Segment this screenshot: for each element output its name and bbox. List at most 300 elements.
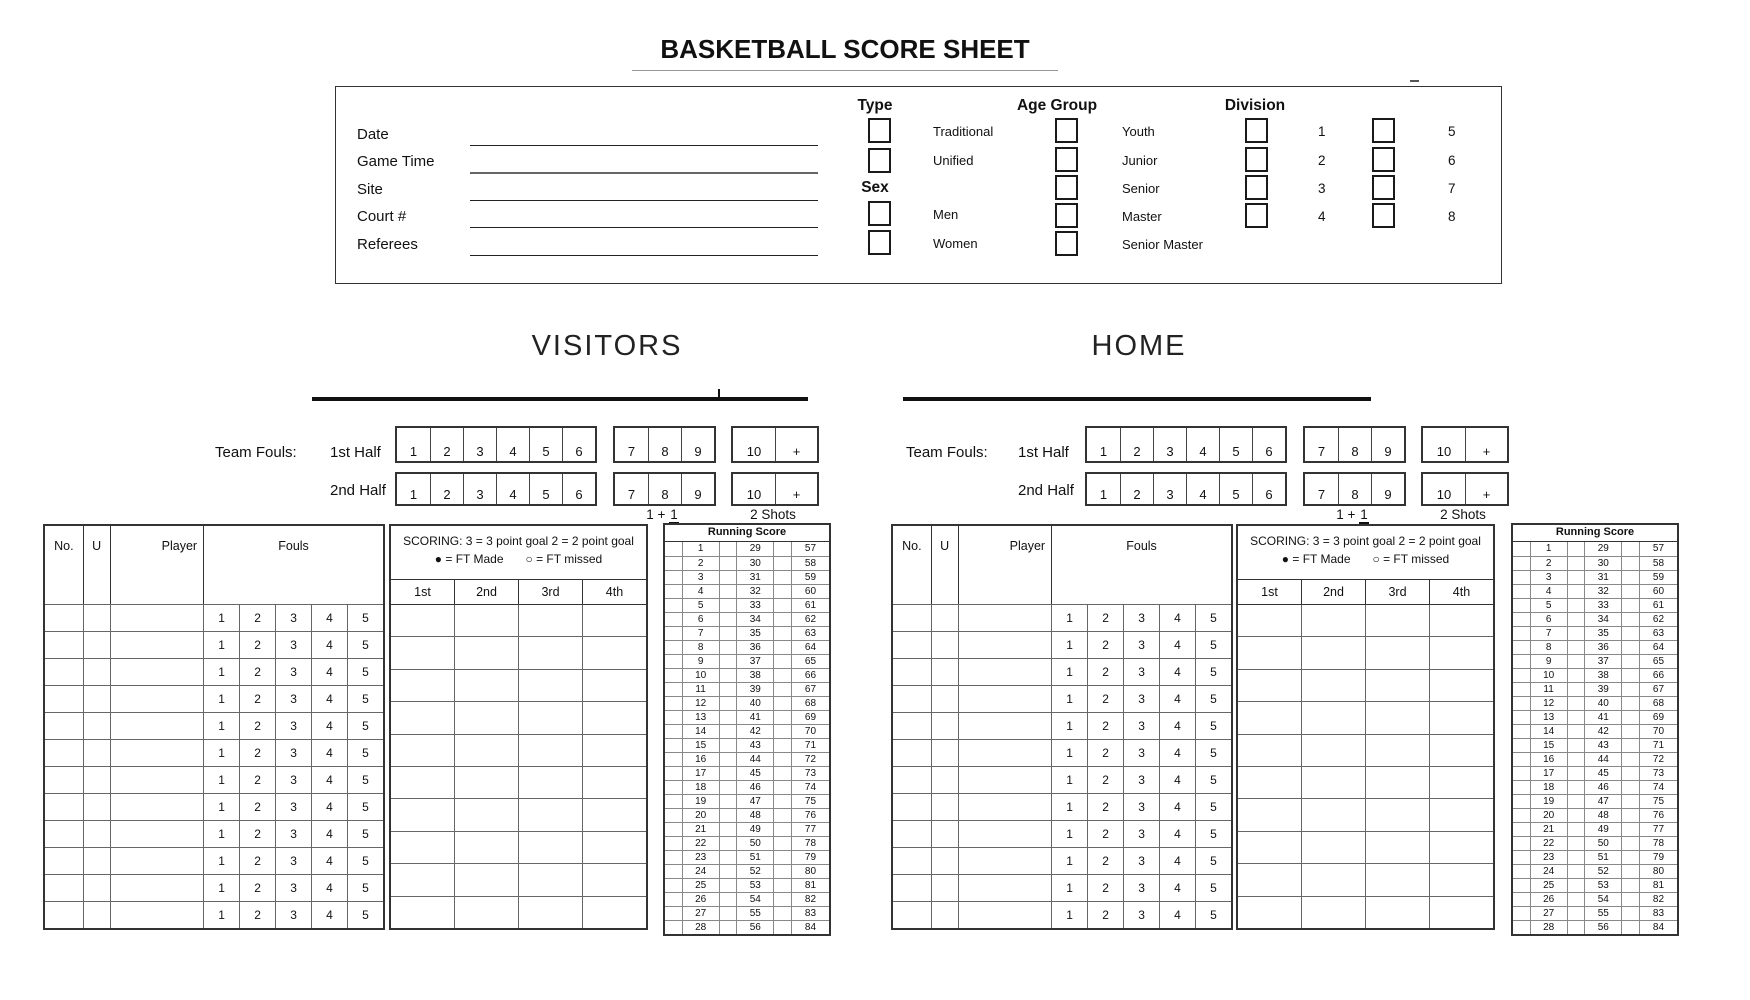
visitors-team-foul-cell-1st-half-7[interactable]: 7 xyxy=(627,444,636,459)
running-number-cell[interactable]: 40 xyxy=(1585,697,1622,710)
running-mark-cell[interactable] xyxy=(1568,907,1586,920)
scoring-cell-2nd[interactable] xyxy=(1301,735,1365,766)
player-u-cell[interactable] xyxy=(84,605,111,631)
running-mark-cell[interactable] xyxy=(1622,669,1640,682)
running-number-cell[interactable]: 31 xyxy=(1585,571,1622,584)
scoring-cell-1st[interactable] xyxy=(391,735,454,766)
foul-cell-2[interactable]: 2 xyxy=(1087,848,1123,874)
running-mark-cell[interactable] xyxy=(720,823,738,836)
foul-cell-5[interactable]: 5 xyxy=(347,767,383,793)
running-number-cell[interactable]: 46 xyxy=(737,781,774,794)
scoring-cell-3rd[interactable] xyxy=(518,670,582,701)
scoring-cell-3rd[interactable] xyxy=(1365,864,1429,895)
running-mark-cell[interactable] xyxy=(665,809,683,822)
running-mark-cell[interactable] xyxy=(1622,627,1640,640)
visitors-team-foul-cell-2nd-half-4[interactable]: 4 xyxy=(496,474,529,504)
foul-cell-2[interactable]: 2 xyxy=(239,659,275,685)
foul-cell-5[interactable]: 5 xyxy=(347,902,383,928)
scoring-cell-3rd[interactable] xyxy=(1365,832,1429,863)
running-number-cell[interactable]: 68 xyxy=(1652,698,1665,709)
running-mark-cell[interactable] xyxy=(774,907,792,920)
foul-cell-3[interactable]: 3 xyxy=(275,848,311,874)
running-number-cell[interactable]: 15 xyxy=(683,739,720,752)
player-name-cell[interactable] xyxy=(111,632,204,658)
running-number-cell[interactable]: 80 xyxy=(804,866,817,877)
visitors-team-foul-cell-2nd-half-6[interactable]: 6 xyxy=(562,474,595,504)
foul-cell-5[interactable]: 5 xyxy=(1195,605,1231,631)
foul-cell-4[interactable]: 4 xyxy=(311,740,347,766)
running-mark-cell[interactable] xyxy=(1568,753,1586,766)
running-mark-cell[interactable] xyxy=(774,683,792,696)
running-mark-cell[interactable] xyxy=(774,697,792,710)
running-number-cell[interactable]: 22 xyxy=(1531,837,1568,850)
player-name-cell[interactable] xyxy=(111,794,204,820)
running-mark-cell[interactable] xyxy=(1568,851,1586,864)
foul-cell-5[interactable]: 5 xyxy=(1195,713,1231,739)
running-number-cell[interactable]: 19 xyxy=(1531,795,1568,808)
running-number-cell[interactable]: 41 xyxy=(1585,711,1622,724)
running-number-cell[interactable]: 67 xyxy=(804,684,817,695)
running-mark-cell[interactable] xyxy=(1622,739,1640,752)
running-number-cell[interactable]: 45 xyxy=(737,767,774,780)
running-mark-cell[interactable] xyxy=(774,781,792,794)
scoring-cell-2nd[interactable] xyxy=(1301,702,1365,733)
running-number-cell[interactable]: 11 xyxy=(1531,683,1568,696)
foul-cell-3[interactable]: 3 xyxy=(1123,686,1159,712)
scoring-cell-3rd[interactable] xyxy=(518,767,582,798)
player-name-cell[interactable] xyxy=(111,605,204,631)
running-number-cell[interactable]: 33 xyxy=(1585,599,1622,612)
running-mark-cell[interactable] xyxy=(1622,697,1640,710)
running-number-cell[interactable]: 3 xyxy=(683,571,720,584)
scoring-cell-2nd[interactable] xyxy=(1301,897,1365,928)
running-mark-cell[interactable] xyxy=(720,907,738,920)
running-mark-cell[interactable] xyxy=(665,571,683,584)
player-u-cell[interactable] xyxy=(932,713,959,739)
running-mark-cell[interactable] xyxy=(665,641,683,654)
running-number-cell[interactable]: 48 xyxy=(737,809,774,822)
running-number-cell[interactable]: 10 xyxy=(1531,669,1568,682)
player-name-cell[interactable] xyxy=(959,821,1052,847)
player-no-cell[interactable] xyxy=(45,767,84,793)
home-team-foul-cell-1st-half-1[interactable]: 1 xyxy=(1099,444,1108,459)
running-number-cell[interactable]: 75 xyxy=(1652,796,1665,807)
running-number-cell[interactable]: 3 xyxy=(1531,571,1568,584)
home-team-foul-cell-1st-half-10[interactable]: 10 xyxy=(1436,444,1452,459)
running-mark-cell[interactable] xyxy=(720,753,738,766)
foul-cell-1[interactable]: 1 xyxy=(1066,773,1073,787)
checkbox-division-7[interactable] xyxy=(1372,175,1395,200)
home-team-foul-cell-1st-half-7[interactable]: 7 xyxy=(1317,444,1326,459)
running-mark-cell[interactable] xyxy=(1568,542,1586,556)
running-mark-cell[interactable] xyxy=(1568,599,1586,612)
running-mark-cell[interactable] xyxy=(1513,865,1531,878)
foul-cell-3[interactable]: 3 xyxy=(275,821,311,847)
scoring-cell-3rd[interactable] xyxy=(518,637,582,668)
running-number-cell[interactable]: 38 xyxy=(1585,669,1622,682)
running-number-cell[interactable]: 42 xyxy=(1585,725,1622,738)
player-name-cell[interactable] xyxy=(959,902,1052,928)
running-mark-cell[interactable] xyxy=(1622,865,1640,878)
player-name-cell[interactable] xyxy=(959,659,1052,685)
scoring-cell-1st[interactable] xyxy=(1238,637,1301,668)
player-no-cell[interactable] xyxy=(45,902,84,928)
referees-input-line[interactable] xyxy=(470,236,818,256)
foul-cell-4[interactable]: 4 xyxy=(1159,875,1195,901)
running-number-cell[interactable]: 52 xyxy=(737,865,774,878)
home-team-foul-cell-1st-half-[interactable]: + xyxy=(1465,428,1507,461)
running-mark-cell[interactable] xyxy=(720,851,738,864)
visitors-team-foul-cell-1st-half-3[interactable]: 3 xyxy=(463,428,496,461)
scoring-cell-1st[interactable] xyxy=(391,605,454,636)
scoring-cell-1st[interactable] xyxy=(391,799,454,830)
running-mark-cell[interactable] xyxy=(1568,711,1586,724)
running-number-cell[interactable]: 64 xyxy=(804,642,817,653)
running-mark-cell[interactable] xyxy=(774,711,792,724)
running-number-cell[interactable]: 42 xyxy=(737,725,774,738)
running-number-cell[interactable]: 36 xyxy=(737,641,774,654)
running-number-cell[interactable]: 69 xyxy=(1652,712,1665,723)
running-number-cell[interactable]: 69 xyxy=(804,712,817,723)
running-number-cell[interactable]: 26 xyxy=(683,893,720,906)
running-mark-cell[interactable] xyxy=(720,711,738,724)
running-number-cell[interactable]: 1 xyxy=(683,542,720,556)
foul-cell-3[interactable]: 3 xyxy=(1123,632,1159,658)
running-number-cell[interactable]: 84 xyxy=(804,922,817,933)
foul-cell-1[interactable]: 1 xyxy=(218,746,225,760)
running-number-cell[interactable]: 74 xyxy=(1652,782,1665,793)
foul-cell-4[interactable]: 4 xyxy=(311,794,347,820)
running-number-cell[interactable]: 77 xyxy=(1652,824,1665,835)
foul-cell-3[interactable]: 3 xyxy=(1123,902,1159,928)
scoring-cell-3rd[interactable] xyxy=(518,832,582,863)
running-number-cell[interactable]: 76 xyxy=(804,810,817,821)
running-number-cell[interactable]: 74 xyxy=(804,782,817,793)
running-mark-cell[interactable] xyxy=(1622,851,1640,864)
running-number-cell[interactable]: 39 xyxy=(737,683,774,696)
visitors-team-foul-cell-2nd-half-1[interactable]: 1 xyxy=(409,487,418,502)
player-name-cell[interactable] xyxy=(959,740,1052,766)
foul-cell-1[interactable]: 1 xyxy=(218,665,225,679)
foul-cell-1[interactable]: 1 xyxy=(218,881,225,895)
running-mark-cell[interactable] xyxy=(1622,557,1640,570)
running-mark-cell[interactable] xyxy=(774,571,792,584)
running-mark-cell[interactable] xyxy=(1513,697,1531,710)
running-mark-cell[interactable] xyxy=(774,669,792,682)
player-no-cell[interactable] xyxy=(45,821,84,847)
running-number-cell[interactable]: 49 xyxy=(737,823,774,836)
scoring-cell-1st[interactable] xyxy=(1238,864,1301,895)
running-number-cell[interactable]: 7 xyxy=(683,627,720,640)
player-no-cell[interactable] xyxy=(45,875,84,901)
court-input-line[interactable] xyxy=(470,208,818,228)
scoring-cell-1st[interactable] xyxy=(391,832,454,863)
scoring-cell-3rd[interactable] xyxy=(518,735,582,766)
running-mark-cell[interactable] xyxy=(1513,557,1531,570)
running-mark-cell[interactable] xyxy=(665,542,683,556)
running-mark-cell[interactable] xyxy=(720,599,738,612)
running-mark-cell[interactable] xyxy=(1622,823,1640,836)
running-mark-cell[interactable] xyxy=(774,767,792,780)
checkbox-division-5[interactable] xyxy=(1372,118,1395,143)
foul-cell-2[interactable]: 2 xyxy=(239,821,275,847)
running-mark-cell[interactable] xyxy=(774,921,792,934)
running-number-cell[interactable]: 51 xyxy=(1585,851,1622,864)
running-mark-cell[interactable] xyxy=(1622,767,1640,780)
running-number-cell[interactable]: 59 xyxy=(804,572,817,583)
foul-cell-2[interactable]: 2 xyxy=(239,794,275,820)
running-mark-cell[interactable] xyxy=(720,795,738,808)
running-number-cell[interactable]: 53 xyxy=(1585,879,1622,892)
running-number-cell[interactable]: 25 xyxy=(683,879,720,892)
running-number-cell[interactable]: 54 xyxy=(1585,893,1622,906)
scoring-cell-2nd[interactable] xyxy=(454,637,518,668)
player-u-cell[interactable] xyxy=(932,875,959,901)
player-no-cell[interactable] xyxy=(45,686,84,712)
foul-cell-4[interactable]: 4 xyxy=(311,659,347,685)
player-u-cell[interactable] xyxy=(84,686,111,712)
player-name-cell[interactable] xyxy=(959,875,1052,901)
scoring-cell-2nd[interactable] xyxy=(454,702,518,733)
scoring-cell-3rd[interactable] xyxy=(518,799,582,830)
player-no-cell[interactable] xyxy=(893,848,932,874)
running-number-cell[interactable]: 41 xyxy=(737,711,774,724)
scoring-cell-2nd[interactable] xyxy=(454,670,518,701)
running-number-cell[interactable]: 83 xyxy=(804,908,817,919)
running-mark-cell[interactable] xyxy=(1622,781,1640,794)
running-number-cell[interactable]: 12 xyxy=(683,697,720,710)
scoring-cell-1st[interactable] xyxy=(391,767,454,798)
player-name-cell[interactable] xyxy=(111,713,204,739)
running-mark-cell[interactable] xyxy=(720,542,738,556)
home-team-foul-cell-2nd-half-6[interactable]: 6 xyxy=(1252,474,1285,504)
player-u-cell[interactable] xyxy=(932,632,959,658)
running-mark-cell[interactable] xyxy=(1622,711,1640,724)
scoring-cell-1st[interactable] xyxy=(391,897,454,928)
running-mark-cell[interactable] xyxy=(1622,879,1640,892)
running-mark-cell[interactable] xyxy=(720,781,738,794)
foul-cell-5[interactable]: 5 xyxy=(347,605,383,631)
checkbox-division-2[interactable] xyxy=(1245,147,1268,172)
running-mark-cell[interactable] xyxy=(1622,893,1640,906)
checkbox-men[interactable] xyxy=(868,201,891,226)
player-u-cell[interactable] xyxy=(932,902,959,928)
running-mark-cell[interactable] xyxy=(774,557,792,570)
running-number-cell[interactable]: 39 xyxy=(1585,683,1622,696)
running-number-cell[interactable]: 65 xyxy=(804,656,817,667)
player-no-cell[interactable] xyxy=(893,659,932,685)
running-mark-cell[interactable] xyxy=(1568,795,1586,808)
foul-cell-5[interactable]: 5 xyxy=(347,740,383,766)
scoring-cell-4th[interactable] xyxy=(1429,799,1493,830)
running-mark-cell[interactable] xyxy=(720,655,738,668)
running-number-cell[interactable]: 17 xyxy=(1531,767,1568,780)
running-number-cell[interactable]: 6 xyxy=(1531,613,1568,626)
running-number-cell[interactable]: 10 xyxy=(683,669,720,682)
running-number-cell[interactable]: 25 xyxy=(1531,879,1568,892)
visitors-team-foul-cell-1st-half-10[interactable]: 10 xyxy=(746,444,762,459)
running-number-cell[interactable]: 34 xyxy=(737,613,774,626)
running-number-cell[interactable]: 56 xyxy=(1585,921,1622,934)
running-mark-cell[interactable] xyxy=(1513,739,1531,752)
foul-cell-2[interactable]: 2 xyxy=(239,902,275,928)
player-u-cell[interactable] xyxy=(932,821,959,847)
site-input-line[interactable] xyxy=(470,181,818,201)
player-name-cell[interactable] xyxy=(959,605,1052,631)
running-mark-cell[interactable] xyxy=(774,725,792,738)
running-mark-cell[interactable] xyxy=(774,865,792,878)
visitors-team-foul-cell-2nd-half-[interactable]: + xyxy=(775,474,817,504)
running-number-cell[interactable]: 27 xyxy=(683,907,720,920)
scoring-cell-3rd[interactable] xyxy=(518,605,582,636)
running-mark-cell[interactable] xyxy=(774,823,792,836)
visitors-team-foul-cell-2nd-half-10[interactable]: 10 xyxy=(746,487,762,502)
foul-cell-5[interactable]: 5 xyxy=(347,875,383,901)
running-number-cell[interactable]: 28 xyxy=(1531,921,1568,934)
foul-cell-4[interactable]: 4 xyxy=(1159,794,1195,820)
running-mark-cell[interactable] xyxy=(1568,739,1586,752)
running-number-cell[interactable]: 43 xyxy=(1585,739,1622,752)
running-number-cell[interactable]: 52 xyxy=(1585,865,1622,878)
running-mark-cell[interactable] xyxy=(1568,921,1586,934)
player-u-cell[interactable] xyxy=(932,605,959,631)
checkbox-junior[interactable] xyxy=(1055,147,1078,172)
scoring-cell-3rd[interactable] xyxy=(1365,637,1429,668)
player-name-cell[interactable] xyxy=(111,767,204,793)
running-mark-cell[interactable] xyxy=(1622,795,1640,808)
running-mark-cell[interactable] xyxy=(1513,753,1531,766)
running-mark-cell[interactable] xyxy=(1622,907,1640,920)
player-u-cell[interactable] xyxy=(932,740,959,766)
running-mark-cell[interactable] xyxy=(665,879,683,892)
home-team-foul-cell-2nd-half-9[interactable]: 9 xyxy=(1371,474,1404,504)
foul-cell-1[interactable]: 1 xyxy=(1066,638,1073,652)
running-mark-cell[interactable] xyxy=(1513,669,1531,682)
running-mark-cell[interactable] xyxy=(1513,585,1531,598)
home-team-foul-cell-1st-half-6[interactable]: 6 xyxy=(1252,428,1285,461)
foul-cell-5[interactable]: 5 xyxy=(1195,740,1231,766)
scoring-cell-3rd[interactable] xyxy=(518,702,582,733)
foul-cell-2[interactable]: 2 xyxy=(239,740,275,766)
foul-cell-5[interactable]: 5 xyxy=(347,632,383,658)
home-team-foul-cell-1st-half-8[interactable]: 8 xyxy=(1338,428,1371,461)
running-mark-cell[interactable] xyxy=(774,795,792,808)
foul-cell-2[interactable]: 2 xyxy=(239,686,275,712)
scoring-cell-2nd[interactable] xyxy=(454,605,518,636)
foul-cell-3[interactable]: 3 xyxy=(275,605,311,631)
foul-cell-4[interactable]: 4 xyxy=(1159,848,1195,874)
foul-cell-2[interactable]: 2 xyxy=(1087,605,1123,631)
running-mark-cell[interactable] xyxy=(1622,753,1640,766)
running-mark-cell[interactable] xyxy=(665,697,683,710)
scoring-cell-2nd[interactable] xyxy=(454,897,518,928)
running-mark-cell[interactable] xyxy=(720,725,738,738)
running-number-cell[interactable]: 30 xyxy=(737,557,774,570)
running-mark-cell[interactable] xyxy=(1622,641,1640,654)
visitors-team-foul-cell-1st-half-9[interactable]: 9 xyxy=(681,428,714,461)
running-mark-cell[interactable] xyxy=(720,585,738,598)
scoring-cell-4th[interactable] xyxy=(1429,702,1493,733)
foul-cell-4[interactable]: 4 xyxy=(1159,902,1195,928)
running-mark-cell[interactable] xyxy=(665,599,683,612)
player-name-cell[interactable] xyxy=(959,686,1052,712)
visitors-team-foul-cell-1st-half-5[interactable]: 5 xyxy=(529,428,562,461)
scoring-cell-1st[interactable] xyxy=(391,702,454,733)
home-team-foul-cell-2nd-half-4[interactable]: 4 xyxy=(1186,474,1219,504)
scoring-cell-4th[interactable] xyxy=(1429,767,1493,798)
foul-cell-1[interactable]: 1 xyxy=(1066,854,1073,868)
player-no-cell[interactable] xyxy=(45,659,84,685)
visitors-team-foul-cell-2nd-half-2[interactable]: 2 xyxy=(430,474,463,504)
player-u-cell[interactable] xyxy=(932,794,959,820)
running-mark-cell[interactable] xyxy=(1622,809,1640,822)
visitors-team-foul-cell-2nd-half-7[interactable]: 7 xyxy=(627,487,636,502)
running-number-cell[interactable]: 35 xyxy=(737,627,774,640)
running-mark-cell[interactable] xyxy=(1568,571,1586,584)
running-mark-cell[interactable] xyxy=(665,669,683,682)
running-number-cell[interactable]: 64 xyxy=(1652,642,1665,653)
scoring-cell-4th[interactable] xyxy=(582,702,646,733)
foul-cell-2[interactable]: 2 xyxy=(1087,632,1123,658)
running-mark-cell[interactable] xyxy=(1513,599,1531,612)
player-u-cell[interactable] xyxy=(84,632,111,658)
running-number-cell[interactable]: 4 xyxy=(1531,585,1568,598)
scoring-cell-3rd[interactable] xyxy=(518,864,582,895)
visitors-team-foul-cell-1st-half-6[interactable]: 6 xyxy=(562,428,595,461)
running-number-cell[interactable]: 66 xyxy=(804,670,817,681)
scoring-cell-1st[interactable] xyxy=(1238,799,1301,830)
foul-cell-2[interactable]: 2 xyxy=(239,767,275,793)
foul-cell-5[interactable]: 5 xyxy=(347,821,383,847)
player-u-cell[interactable] xyxy=(84,713,111,739)
foul-cell-3[interactable]: 3 xyxy=(1123,659,1159,685)
foul-cell-5[interactable]: 5 xyxy=(347,713,383,739)
scoring-cell-3rd[interactable] xyxy=(1365,767,1429,798)
running-number-cell[interactable]: 17 xyxy=(683,767,720,780)
running-number-cell[interactable]: 46 xyxy=(1585,781,1622,794)
foul-cell-1[interactable]: 1 xyxy=(1066,908,1073,922)
running-mark-cell[interactable] xyxy=(1513,725,1531,738)
visitors-team-foul-cell-2nd-half-8[interactable]: 8 xyxy=(648,474,681,504)
foul-cell-2[interactable]: 2 xyxy=(239,875,275,901)
foul-cell-1[interactable]: 1 xyxy=(1066,746,1073,760)
foul-cell-1[interactable]: 1 xyxy=(218,854,225,868)
scoring-cell-1st[interactable] xyxy=(1238,897,1301,928)
running-number-cell[interactable]: 12 xyxy=(1531,697,1568,710)
running-mark-cell[interactable] xyxy=(665,851,683,864)
running-number-cell[interactable]: 37 xyxy=(737,655,774,668)
running-number-cell[interactable]: 34 xyxy=(1585,613,1622,626)
running-number-cell[interactable]: 49 xyxy=(1585,823,1622,836)
running-number-cell[interactable]: 56 xyxy=(737,921,774,934)
running-number-cell[interactable]: 58 xyxy=(1652,558,1665,569)
running-number-cell[interactable]: 29 xyxy=(1585,542,1622,556)
running-number-cell[interactable]: 84 xyxy=(1652,922,1665,933)
player-u-cell[interactable] xyxy=(84,740,111,766)
checkbox-senior-master[interactable] xyxy=(1055,231,1078,256)
running-mark-cell[interactable] xyxy=(720,683,738,696)
running-mark-cell[interactable] xyxy=(1568,641,1586,654)
running-mark-cell[interactable] xyxy=(774,837,792,850)
player-name-cell[interactable] xyxy=(111,821,204,847)
foul-cell-3[interactable]: 3 xyxy=(1123,821,1159,847)
home-team-foul-cell-1st-half-4[interactable]: 4 xyxy=(1186,428,1219,461)
checkbox-senior[interactable] xyxy=(1055,175,1078,200)
player-u-cell[interactable] xyxy=(84,767,111,793)
foul-cell-4[interactable]: 4 xyxy=(311,605,347,631)
running-mark-cell[interactable] xyxy=(1622,725,1640,738)
foul-cell-2[interactable]: 2 xyxy=(239,605,275,631)
